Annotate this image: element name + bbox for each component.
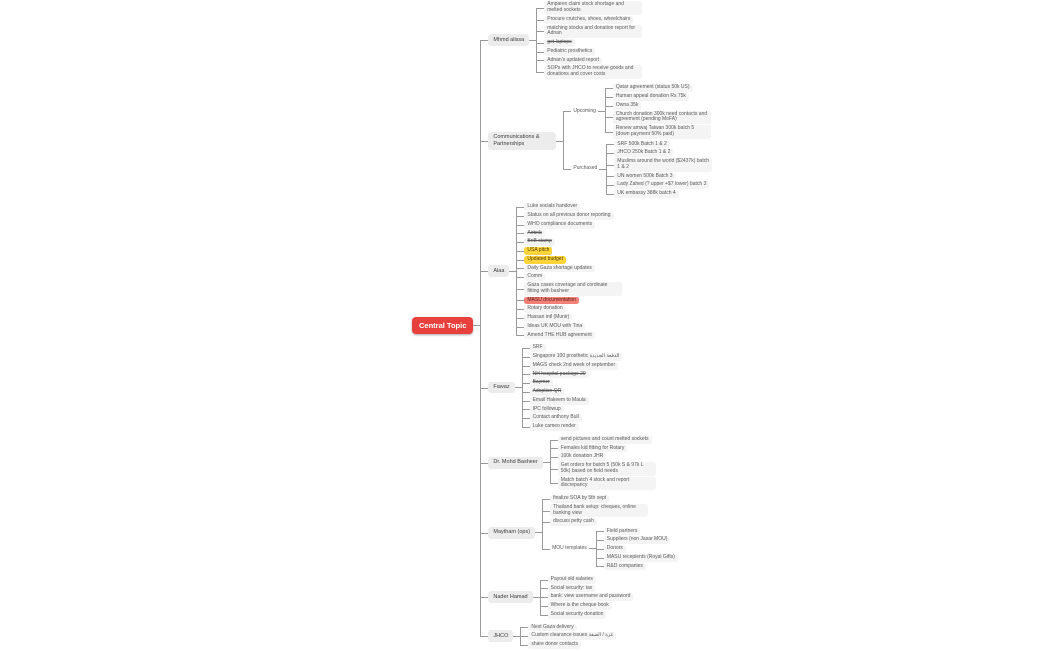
tree-item	[522, 414, 623, 423]
tree-row	[488, 575, 633, 619]
topic-node-masu-recepients-royal-gifts[interactable]: MASU recepients (Royal Gifts)	[604, 554, 678, 562]
tree-item	[480, 433, 712, 492]
topic-node-procure-crutches-shoes-wheelch[interactable]: Procure crutches, shoes, wheelchairs	[544, 16, 633, 24]
tree-row	[571, 84, 711, 139]
connector-edge	[509, 271, 516, 272]
tree-row	[488, 495, 678, 572]
tree-row	[613, 93, 689, 101]
tree-item	[516, 212, 622, 221]
tree-row	[613, 102, 642, 110]
tree-row	[544, 16, 633, 24]
tree-item	[536, 65, 642, 80]
tree-item	[605, 93, 711, 102]
tree-row	[558, 477, 656, 491]
topic-node-lady-zahed-upper-7-lower-batch[interactable]: Lady Zahed (? upper +$7 lower) batch 3	[614, 181, 709, 189]
tree-item	[480, 573, 712, 621]
topic-node-masu-documentation[interactable]: MASU documentation	[524, 297, 579, 305]
topic-node-field-partners[interactable]: Field partners	[604, 528, 641, 536]
tree-row	[488, 623, 616, 649]
tree-row	[550, 518, 597, 526]
tree-row	[558, 462, 656, 476]
tree-row	[614, 190, 678, 198]
tree-item	[522, 361, 623, 370]
branch-node-mhmd-alissa[interactable]: Mhmd alissa	[488, 34, 529, 46]
topic-node-hassan-intl-munir[interactable]: Hassan intl (Munir)	[524, 314, 572, 322]
tree-item	[542, 518, 678, 527]
tree-item	[550, 462, 656, 477]
tree-row	[604, 554, 678, 562]
group-node-upcoming[interactable]: Upcoming	[573, 107, 596, 114]
topic-node-who-compliance-documents[interactable]: WHO compliance documents	[524, 221, 595, 229]
connector-edge	[473, 325, 480, 326]
topic-node-amparex-claim-stock-shortage-a[interactable]: Amparex claim stock shortage and melted sockets	[544, 1, 642, 15]
topic-node-adoption-qr[interactable]: Adoption QR	[530, 388, 565, 396]
tree-item	[480, 201, 712, 342]
topic-node-matching-stocks-and-donation-r[interactable]: matching stocks and donation report for Adnan	[544, 25, 642, 39]
topic-node-get-orders-for-batch-5-50k-s-9[interactable]: Get orders for batch 5 (50k S & 97k L 50k) based on field needs	[558, 462, 656, 476]
tree-row	[524, 256, 566, 264]
topic-node-ipc-followup[interactable]: IPC followup	[530, 406, 564, 414]
topic-node-custom-clearance-issues[interactable]: Custom clearance issues غزة / الضفة	[528, 632, 616, 640]
tree-item	[536, 39, 642, 48]
tree-item	[480, 0, 712, 81]
connector-edge	[513, 636, 520, 637]
tree-row	[524, 212, 613, 220]
tree-item	[522, 379, 623, 388]
tree-item	[606, 140, 712, 149]
tree-row	[604, 545, 626, 553]
topic-node-baymer[interactable]: Baymer	[530, 379, 553, 387]
topic-node-contact-anthony-bull[interactable]: Contact anthony Bull	[530, 414, 582, 422]
tree-item	[606, 149, 712, 158]
topic-node-rotary-donation[interactable]: Rotary donation	[524, 305, 565, 313]
tree-row	[524, 265, 594, 273]
tree-item	[516, 203, 622, 212]
tree-item	[520, 641, 616, 650]
branch-node-communications-partnerships[interactable]: Communications & Partnerships	[488, 132, 556, 151]
tree-row	[524, 221, 595, 229]
tree-item	[516, 264, 622, 273]
topic-node-discuss-petty-cash[interactable]: discuss petty cash	[550, 518, 597, 526]
connector-edge	[529, 40, 536, 41]
tree-item	[596, 562, 678, 571]
topic-node-ideas-uk-mou-with-tina[interactable]: Ideas UK MOU with Tina	[524, 323, 585, 331]
connector-edge	[535, 532, 542, 533]
central-topic-node[interactable]: Central Topic	[412, 317, 473, 334]
tree-row	[524, 238, 554, 246]
tree-item	[542, 495, 678, 504]
topic-node-social-security-tax[interactable]: Social security: tax	[548, 585, 596, 593]
topic-node-next-gaza-delivery[interactable]: Next Gaza delivery	[528, 624, 576, 632]
tree-row	[412, 0, 712, 651]
topic-node-get-laptops[interactable]: get laptops	[544, 39, 574, 47]
tree-item	[516, 282, 622, 297]
topic-node-human-appeal-donation-rs-75k[interactable]: Human appeal donation Rs 75k	[613, 93, 689, 101]
children-group	[540, 575, 634, 619]
tree-item	[516, 238, 622, 247]
tree-item	[542, 527, 678, 572]
tree-row	[604, 536, 671, 544]
tree-row	[530, 362, 619, 370]
tree-item	[516, 331, 622, 340]
tree-row	[548, 576, 596, 584]
topic-node-pediatric-prosthetics[interactable]: Pediatric prosthetics	[544, 48, 595, 56]
tree-item	[516, 314, 622, 323]
tree-item	[605, 125, 711, 140]
tree-item	[520, 623, 616, 632]
tree-item	[520, 632, 616, 641]
tree-row	[524, 230, 544, 238]
branch-node-nader-hamad[interactable]: Nader Hamad	[488, 591, 532, 603]
tree-row	[488, 435, 655, 490]
children-group	[605, 84, 711, 139]
topic-node-gaza-cases-coverage-and-cordin[interactable]: Gaza cases coverage and cordinate fitting with basheer	[524, 282, 622, 296]
tree-row	[524, 323, 585, 331]
tree-row	[530, 406, 564, 414]
branch-node-maytham-ops[interactable]: Maytham (ops)	[488, 527, 535, 539]
topic-node-usa-pitch[interactable]: USA pitch	[524, 247, 552, 255]
tree-row	[614, 141, 669, 149]
tree-row	[614, 173, 675, 181]
tree-row	[530, 371, 589, 379]
tree-item	[540, 584, 634, 593]
connector-edge	[589, 548, 596, 549]
tree-row	[524, 332, 594, 340]
topic-node-church-donation-300k-need-cont[interactable]: Church donation 300k need contacts and agreement (pending MoFA)	[613, 111, 711, 125]
tree-item	[480, 342, 712, 434]
topic-node-jhco-250k-batch-1-2[interactable]: JHCO 250k Batch 1 & 2	[614, 149, 673, 157]
tree-item	[536, 15, 642, 24]
tree-row	[488, 344, 622, 432]
children-group	[563, 83, 712, 199]
tree-row	[528, 641, 581, 649]
tree-row	[524, 297, 579, 305]
tree-item	[522, 353, 623, 362]
tree-item	[522, 405, 623, 414]
branch-node-alaa[interactable]: Alaa	[488, 265, 509, 277]
mindmap	[412, 0, 712, 650]
tree-row	[530, 397, 589, 405]
tree-item	[536, 47, 642, 56]
tree-item	[563, 140, 712, 199]
children-group	[522, 344, 623, 432]
tree-item	[540, 575, 634, 584]
tree-row	[550, 504, 648, 518]
tree-row	[544, 1, 642, 15]
tree-item	[596, 536, 678, 545]
group-node-purchased[interactable]: Purchased	[573, 165, 598, 172]
tree-row	[613, 125, 711, 139]
tree-item	[480, 621, 712, 651]
topic-node-r-d-companies[interactable]: R&D companies	[604, 563, 646, 571]
tree-row	[613, 111, 711, 125]
topic-node-amend-the-hub-agreement[interactable]: Amend THE HUB agreement	[524, 332, 594, 340]
tree-row	[488, 83, 712, 199]
tree-row	[530, 379, 553, 387]
topic-node-bank-view-username-and-passwor[interactable]: bank: view username and password	[548, 593, 634, 601]
topic-node-airbnb[interactable]: Airbnb	[524, 230, 544, 238]
tree-row	[524, 273, 545, 281]
tree-row	[544, 57, 602, 65]
topic-node-where-is-the-cheque-book[interactable]: Where is the cheque book	[548, 602, 612, 610]
tree-item	[516, 305, 622, 314]
tree-item	[536, 56, 642, 65]
tree-item	[605, 84, 711, 93]
topic-node-renew-amwaj-taiwan-300k-batch-[interactable]: Renew amwaj Taiwan 300k batch 5 (down payment 50% paid)	[613, 125, 711, 139]
tree-row	[548, 593, 634, 601]
tree-item	[605, 101, 711, 110]
tree-row	[604, 563, 646, 571]
topic-node-singapore-100-prosthetic[interactable]: Singapore 100 prosthetic الدفعة الجديدة	[530, 353, 623, 361]
topic-node-thailand-bank-setup-cheques-on[interactable]: Thailand bank setup: cheques, online banking view	[550, 504, 648, 518]
connector-edge	[599, 169, 606, 170]
topic-node-srf[interactable]: SRF	[530, 344, 546, 352]
tree-row	[571, 140, 712, 198]
tree-row	[524, 203, 580, 211]
topic-node-muslims-around-the-world-2437k[interactable]: Muslims around the world ($2437k) batch 1 & 2	[614, 158, 712, 172]
tree-item	[596, 545, 678, 554]
tree-item	[522, 370, 623, 379]
topic-node-share-donor-contacts[interactable]: share donor contacts	[528, 641, 581, 649]
tree-row	[548, 611, 607, 619]
tree-item	[522, 396, 623, 405]
topic-node-owna-35k[interactable]: Owna 35k	[613, 102, 642, 110]
tree-item	[516, 296, 622, 305]
connector-edge	[515, 387, 522, 388]
tree-item	[480, 493, 712, 574]
topic-node-srf-500k-batch-1-2[interactable]: SRF 500k Batch 1 & 2	[614, 141, 669, 149]
tree-item	[516, 247, 622, 256]
topic-node-daily-gaza-shortage-updates[interactable]: Daily Gaza shortage updates	[524, 265, 594, 273]
group-node-mou-templates[interactable]: MOU templates	[552, 545, 587, 551]
tree-item	[540, 593, 634, 602]
tree-item	[606, 190, 712, 199]
tree-row	[558, 445, 628, 453]
topic-node-luke-socials-handover[interactable]: Luke socials handover	[524, 203, 580, 211]
tree-item	[596, 553, 678, 562]
tree-item	[596, 527, 678, 536]
tree-item	[606, 158, 712, 173]
tree-row	[544, 25, 642, 39]
tree-row	[604, 528, 641, 536]
tree-row	[528, 624, 576, 632]
topic-node-luke-cameo-render[interactable]: Luke cameo render	[530, 423, 579, 431]
tree-item	[540, 610, 634, 619]
topic-node-adnan-s-updated-report[interactable]: Adnan's updated report	[544, 57, 602, 65]
tree-row	[524, 247, 552, 255]
branch-node-dr-mohd-basheer[interactable]: Dr. Mohd Basheer	[488, 457, 542, 469]
children-group	[542, 495, 678, 572]
topic-node-send-pictures-and-count-melted[interactable]: send pictures and count melted sockets	[558, 436, 652, 444]
topic-node-mags-check-2nd-week-of-septemb[interactable]: MAGS check 2nd week of september	[530, 362, 619, 370]
topic-node-suppliers-non-jasar-mou[interactable]: Suppliers (non Jasar MOU)	[604, 536, 671, 544]
children-group	[606, 140, 712, 198]
tree-item	[516, 229, 622, 238]
tree-row	[544, 39, 574, 47]
connector-edge	[543, 462, 550, 463]
tree-row	[614, 149, 673, 157]
topic-node-uk-embassy-388k-batch-4[interactable]: UK embassy 388k batch 4	[614, 190, 678, 198]
tree-row	[530, 344, 546, 352]
tree-item	[516, 220, 622, 229]
tree-row	[544, 48, 595, 56]
tree-item	[516, 322, 622, 331]
topic-node-nh-hospital-package-29[interactable]: NH hospital package 29	[530, 371, 589, 379]
tree-row	[530, 353, 623, 361]
tree-item	[563, 83, 712, 139]
tree-row	[558, 453, 607, 461]
topic-node-comm[interactable]: Comm	[524, 273, 545, 281]
children-group	[480, 0, 712, 651]
branch-node-jhco[interactable]: JHCO	[488, 630, 513, 642]
tree-row	[488, 1, 642, 80]
branch-node-fawaz[interactable]: Fawaz	[488, 382, 514, 394]
tree-row	[530, 388, 565, 396]
topic-node-payout-old-salaries[interactable]: Payout old salaries	[548, 576, 596, 584]
tree-row	[524, 282, 622, 296]
tree-item	[550, 453, 656, 462]
children-group	[596, 527, 678, 571]
tree-item	[542, 503, 678, 518]
topic-node-bnb-stamp[interactable]: BnB stamp	[524, 238, 554, 246]
topic-node-finalize-soa-by-5th-sept[interactable]: finalize SOA by 5th sept	[550, 495, 609, 503]
tree-row	[613, 84, 693, 92]
topic-node-qatar-agreement-status-50k-us[interactable]: Qatar agreement (status 50k US)	[613, 84, 693, 92]
tree-item	[606, 172, 712, 181]
connector-edge	[533, 597, 540, 598]
topic-node-100k-donation-jhr[interactable]: 100k donation JHR	[558, 453, 607, 461]
topic-node-email-hakeem-to-maula[interactable]: Email Hakeem to Maula	[530, 397, 589, 405]
tree-item	[536, 24, 642, 39]
tree-row	[548, 602, 612, 610]
topic-node-updated-budget[interactable]: Updated budget	[524, 256, 566, 264]
children-group	[516, 203, 622, 340]
topic-node-sops-with-jhco-to-receive-good[interactable]: SOPs with JHCO to receive goods and donations and cover costs	[544, 65, 642, 79]
tree-row	[488, 203, 622, 340]
tree-item	[522, 344, 623, 353]
children-group	[536, 1, 642, 80]
tree-item	[550, 435, 656, 444]
tree-row	[544, 65, 642, 79]
tree-row	[614, 181, 709, 189]
tree-item	[522, 423, 623, 432]
tree-row	[558, 436, 652, 444]
connector-edge	[598, 111, 605, 112]
tree-item	[480, 81, 712, 201]
tree-item	[550, 444, 656, 453]
children-group	[520, 623, 616, 649]
tree-row	[530, 423, 579, 431]
topic-node-status-on-all-previous-donor-r[interactable]: Status on all previous donor reporting	[524, 212, 613, 220]
tree-row	[614, 158, 712, 172]
connector-edge	[556, 141, 563, 142]
tree-item	[516, 273, 622, 282]
tree-row	[524, 314, 572, 322]
tree-item	[516, 255, 622, 264]
tree-item	[606, 181, 712, 190]
tree-row	[524, 305, 565, 313]
tree-row	[528, 632, 616, 640]
tree-row	[548, 585, 596, 593]
topic-node-social-security-donation[interactable]: Social security donation	[548, 611, 607, 619]
children-group	[550, 435, 656, 490]
tree-item	[540, 602, 634, 611]
topic-node-un-women-500k-batch-3[interactable]: UN women 500k Batch 3	[614, 173, 675, 181]
tree-item	[536, 1, 642, 16]
topic-node-donors[interactable]: Donors	[604, 545, 626, 553]
tree-item	[550, 476, 656, 491]
tree-row	[550, 495, 609, 503]
tree-row	[550, 527, 678, 571]
tree-item	[522, 388, 623, 397]
topic-node-match-batch-4-stock-and-report[interactable]: Match batch 4 stock and report discrepancy	[558, 477, 656, 491]
topic-node-females-kid-fitting-for-rotary[interactable]: Females kid fitting for Rotary	[558, 445, 628, 453]
tree-row	[530, 414, 582, 422]
tree-item	[605, 110, 711, 125]
